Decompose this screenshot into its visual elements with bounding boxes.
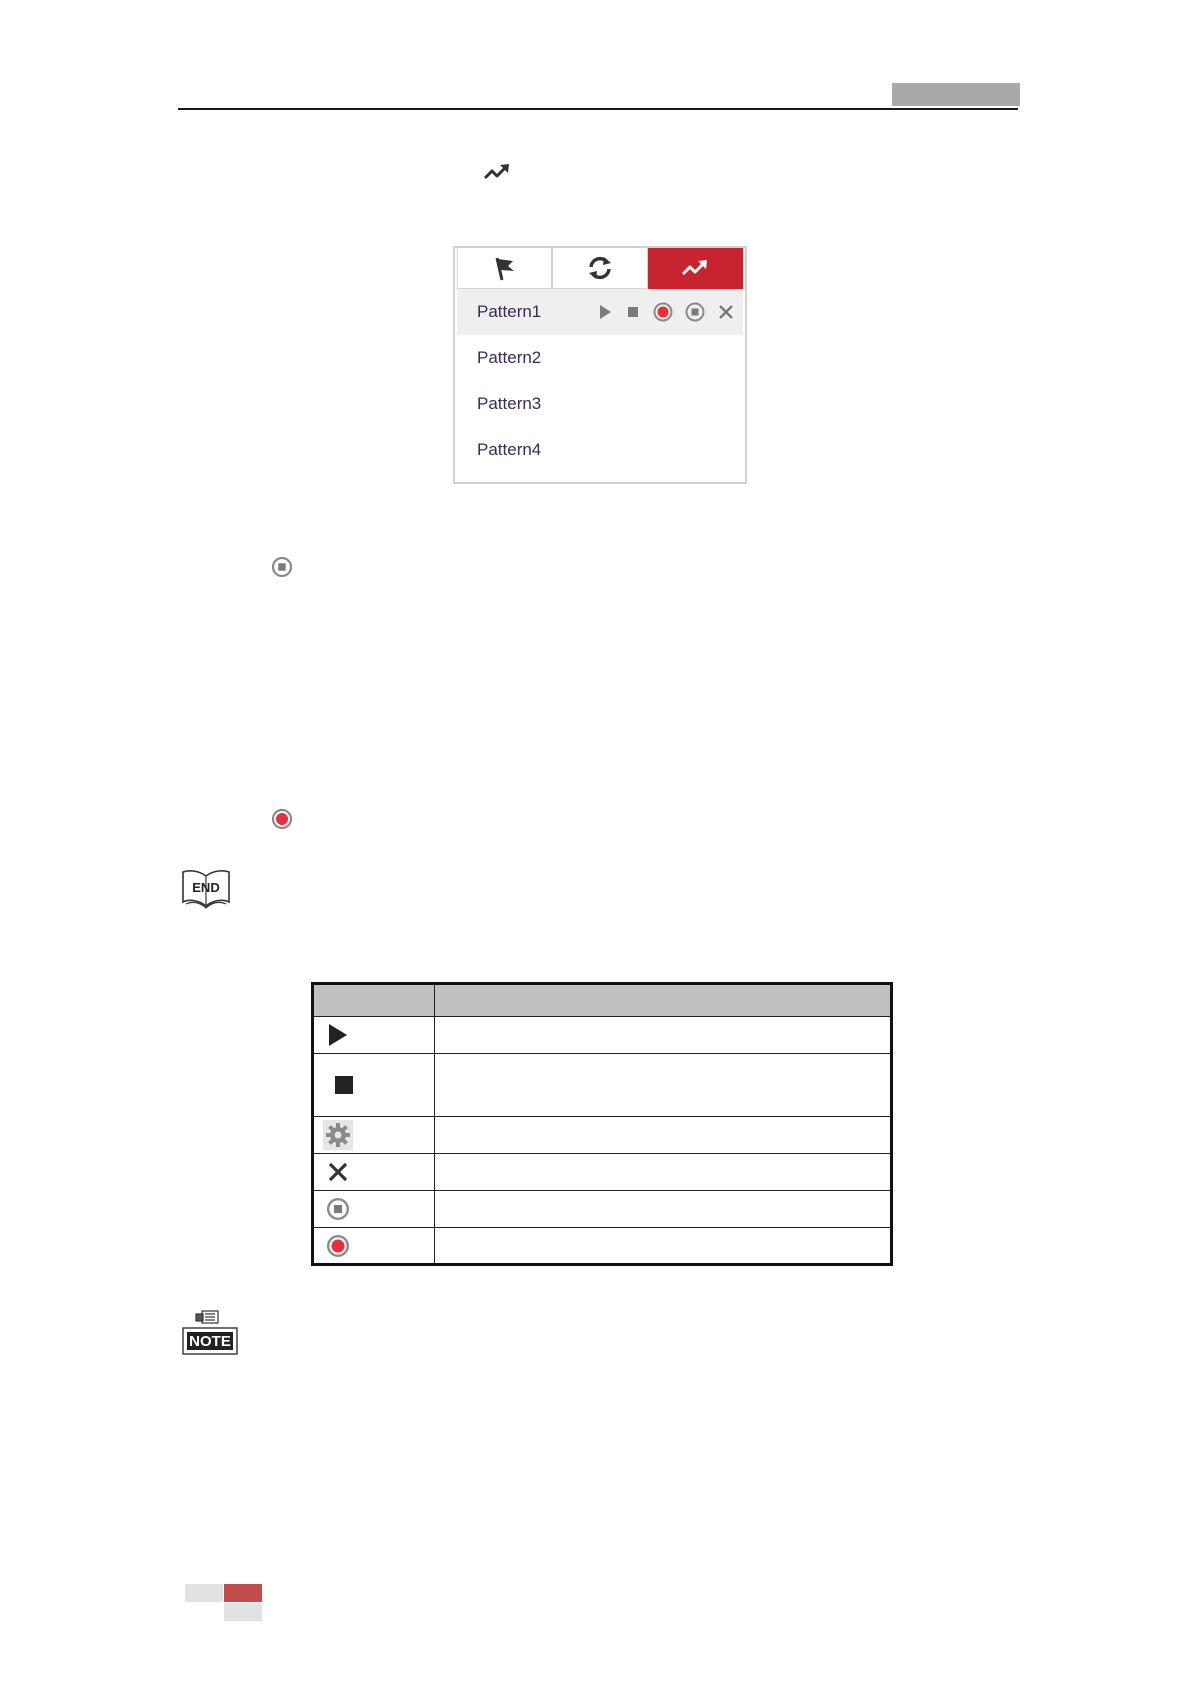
stop-record-icon[interactable] xyxy=(685,302,705,322)
trend-icon xyxy=(482,160,512,184)
list-item[interactable] xyxy=(457,335,743,381)
pattern-label: Pattern2 xyxy=(477,348,542,367)
table-cell xyxy=(435,1191,892,1228)
pattern-label: Pattern1 xyxy=(477,302,542,321)
tab-pattern[interactable] xyxy=(648,248,743,289)
pattern-label: Pattern4 xyxy=(477,440,542,459)
table-cell xyxy=(313,1017,435,1054)
tab-preset[interactable] xyxy=(457,248,552,289)
tab-patrol[interactable] xyxy=(552,248,647,289)
pattern-label: Pattern3 xyxy=(477,394,542,413)
table-row xyxy=(313,1117,892,1154)
table-row xyxy=(313,1228,892,1265)
table-header-cell xyxy=(313,984,435,1017)
delete-icon[interactable] xyxy=(717,303,735,321)
panel-tabs xyxy=(457,248,743,289)
table-cell xyxy=(313,1154,435,1191)
list-item[interactable] xyxy=(457,289,743,335)
note-badge xyxy=(180,1308,240,1358)
table-cell xyxy=(313,1054,435,1117)
table-row xyxy=(313,1054,892,1117)
table-cell xyxy=(313,1228,435,1265)
table-cell xyxy=(435,1228,892,1265)
table-cell xyxy=(313,1117,435,1154)
table-header-row xyxy=(313,984,892,1017)
stop-icon[interactable] xyxy=(625,303,641,321)
flag-icon xyxy=(491,254,519,282)
table-cell xyxy=(435,1154,892,1191)
icon-table xyxy=(311,982,893,1266)
list-item[interactable] xyxy=(457,427,743,473)
end-badge xyxy=(180,866,232,910)
pattern-actions xyxy=(597,302,735,322)
stop-record-icon xyxy=(326,1197,350,1221)
table-row xyxy=(313,1154,892,1191)
stop-record-icon xyxy=(271,556,293,583)
record-icon xyxy=(326,1234,350,1258)
footer-block xyxy=(224,1603,262,1621)
table-cell xyxy=(435,1017,892,1054)
list-item[interactable] xyxy=(457,381,743,427)
record-icon xyxy=(271,808,293,835)
ptz-pattern-panel xyxy=(453,246,747,484)
record-icon[interactable] xyxy=(653,302,673,322)
table-header-cell xyxy=(435,984,892,1017)
header-block xyxy=(892,83,1020,106)
table-row xyxy=(313,1017,892,1054)
delete-icon xyxy=(326,1160,350,1184)
table-cell xyxy=(435,1054,892,1117)
play-icon xyxy=(326,1022,350,1048)
note-badge-text: NOTE xyxy=(189,1333,231,1350)
table-row xyxy=(313,1191,892,1228)
stop-icon xyxy=(331,1072,357,1098)
refresh-icon xyxy=(586,254,614,282)
end-badge-text: END xyxy=(192,880,220,895)
play-icon[interactable] xyxy=(597,303,613,321)
trend-icon xyxy=(680,256,710,280)
footer-block xyxy=(185,1584,223,1602)
gear-icon xyxy=(323,1120,353,1150)
footer-block-accent xyxy=(224,1584,262,1602)
table-cell xyxy=(313,1191,435,1228)
header-rule xyxy=(178,108,1018,110)
table-cell xyxy=(435,1117,892,1154)
pattern-list xyxy=(455,289,745,473)
